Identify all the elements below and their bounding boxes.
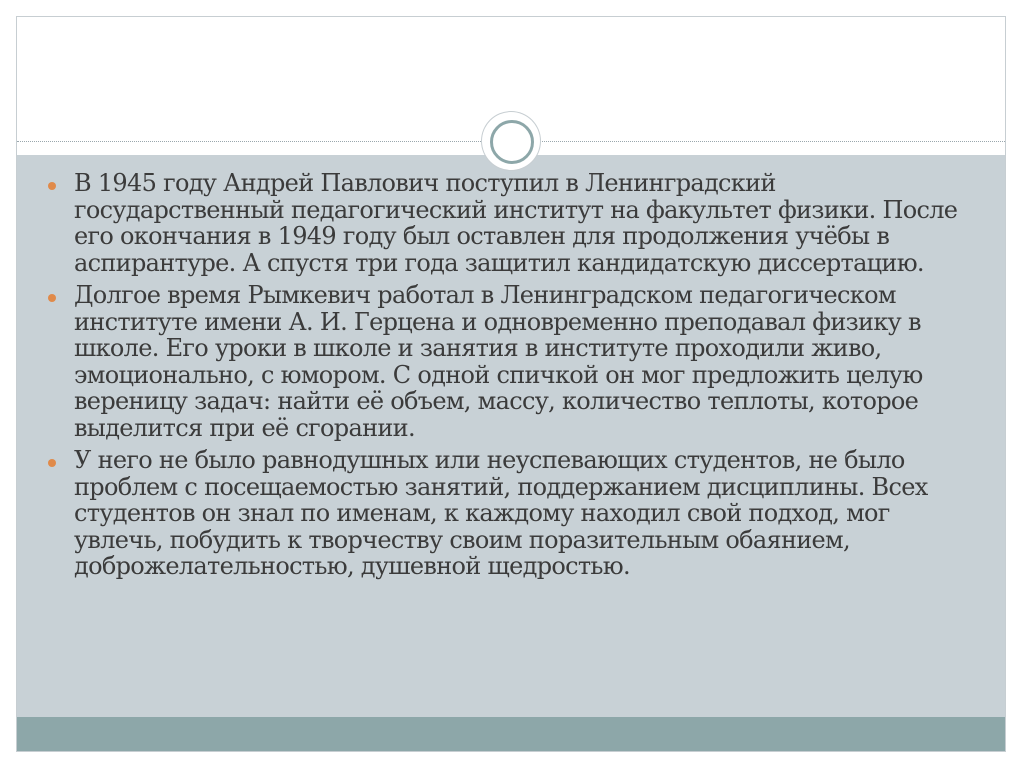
bullet-text: У него не было равнодушных или неуспевающих студентов, не было проблем с посещаемостью занятий, поддержанием дисциплины. Всех студентов он знал по именам, к каждому находил свой подход, мог увлечь, побудить к творчеству своим поразительным обаянием, доброжелательностью, душевной щедростью.: [74, 446, 928, 580]
bullet-dot-icon: [48, 459, 56, 467]
bullet-item: [48, 447, 978, 580]
bullet-dot-icon: [48, 294, 56, 302]
bullet-dot-icon: [48, 182, 56, 190]
circle-ornament-icon: [482, 112, 540, 170]
footer-band: [17, 717, 1005, 751]
bullet-list: [48, 170, 978, 586]
bullet-text: Долгое время Рымкевич работал в Ленинградском педагогическом институте имени А. И. Герцена и одновременно преподавал физику в школе. Его уроки в школе и занятия в институте проходили живо, эмоционально, с юмором. С одной спичкой он мог предложить целую вереницу задач: найти её объем, массу, количество теплоты, которое выделится при её сгорании.: [74, 281, 923, 442]
bullet-item: [48, 170, 978, 276]
circle-ring-icon: [490, 120, 534, 164]
bullet-text: В 1945 году Андрей Павлович поступил в Ленинградский государственный педагогический институт на факультет физики. После его окончания в 1949 году был оставлен для продолжения учёбы в аспирантуре. А спустя три года защитил кандидатскую диссертацию.: [74, 169, 958, 277]
bullet-item: [48, 282, 978, 441]
